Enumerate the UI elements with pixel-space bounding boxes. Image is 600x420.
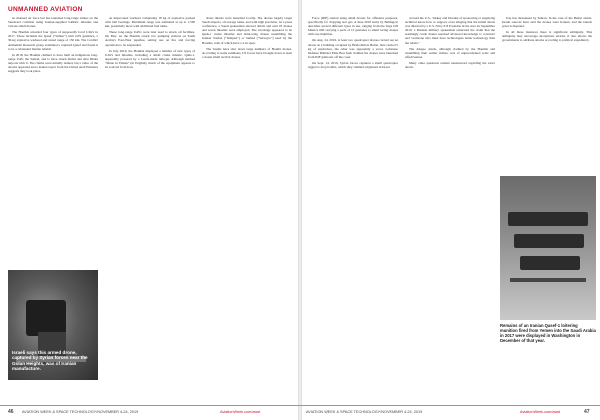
paragraph: The Aleppo attack, although claimed by the Houthis and resembling their earlier strikes, was of unprecedented scale and effectiveness.: [405, 46, 495, 59]
page-footer: [0, 405, 600, 420]
paragraph: These long-range UAVs were later used to attack oil facilities. On May 14, the Houthis struck two pumping stations on Saudi Arabia's East-West pipeline, setting one on fire and forcing operations to be suspended.: [105, 30, 195, 47]
left-column-3: [202, 16, 292, 404]
footer-magazine-left: AVIATION WEEK & SPACE TECHNOLOGY/NOVEMBER 4-24, 2019: [22, 410, 139, 414]
paragraph: On Aug. 24, 2019, at least two quadcopter drones carried out an attack on a building occupied by Hezbollah in Beirut. One carried 5 kg of explosives, the other was apparently a scout. Lebanese Defense Minister Elias Bou Saab claimed the drones were launched from IDF gunboats off the coast.: [308, 38, 398, 59]
paragraph: In 2018, the Houthis claimed to have built an indigenous long-range UAV, the Samad, and to have struck Dubai and Abu Dhabi airports with it. The claims were initially denied, but a video of the attacks appeared and a leaked report from the United Arab Emirates suggests they took place.: [8, 52, 98, 74]
photo-shape: [520, 256, 580, 270]
footer-url-right[interactable]: AviationWeek.com/awst: [520, 410, 561, 414]
page-number-right: 47: [584, 409, 590, 415]
paragraph: Force (IDF) started using small drones for offensive purposes, specifically for dropping tear gas. A June 2018 study by Bellingcat describes several different types in use, ranging from the large DJI Matrice 600 carrying a pack of 12 grenades to small racing drones with one munition.: [308, 16, 398, 37]
photo-caption-left: Israeli says this armed drone, captured by Syrian forces near the Golan Heights, was of Iranian manufacture.: [12, 350, 88, 372]
paragraph: Iraq has threatened by Tehran. In the case of the Beirut attack, Israeli sources have said the drones were Iranian, and the launch point is disputed.: [502, 16, 592, 29]
paragraph: no manned air force but has launched long-range strikes on the Saudi-led coalition using Iranian-supplied ballistic missiles and various small drones.: [8, 16, 98, 29]
paragraph: drone threats were launched locally. The drones largely target Saudi airports, oil storage tanks, and with high precision. At a press conference, a Saudi spokesman showed debris and said 18 drones and seven missiles were employed. The wreckage appeared to be Quds-1 cruise missiles and delta-wing drones resembling the Iranian Toufan ("Tempest") or Samad ("Surveyor") used by the Houthis, both of which have a 2-m span.: [202, 16, 292, 45]
photo-caption-right: Remains of an Iranian Qasef-1 loitering munition fired from Yemen into the Saudi Arabia in 2017 were displayed in Washington in December of that year.: [500, 323, 596, 343]
paragraph: an improvised warhead comprising 18 kg of explosive packed with ball bearings. Maximum range was estimated at up to 1,500 km, potentially more with additional fuel tanks.: [105, 16, 195, 29]
photo-shape: [26, 300, 66, 336]
paragraph: In all these instances there is significant ambiguity. This ambiguity may encourage anonymous attacks. It also allows the governments to attribute attacks according to political expediency.: [502, 30, 592, 43]
wreckage-photo: [500, 176, 596, 320]
photo-shape: [508, 212, 588, 226]
right-column-2: [405, 16, 495, 404]
right-column-1: [308, 16, 398, 404]
paragraph: In July 2019, the Houthis displayed a number of new types of UAVs and missiles, including a small cruise missile, Quds-1, apparently powered by a Czech-made turbojet. Although marked "Made in Yemen" (in English), much of the equipment appears to be sourced from Iran.: [105, 48, 195, 70]
photo-shape: [510, 278, 586, 282]
left-column-2: [105, 16, 195, 404]
paragraph: Many other questions remain unanswered regarding the exact attack.: [405, 60, 495, 70]
left-page: [0, 0, 298, 420]
paragraph: The Houthis unveiled four types of supposedly local UAVs in 2017. These included the Qasef ("Striker") with GPS guidance, a 30-kg explosive warhead and stated range of 150 km. The Conflict Armament Research group examined a captured Qasef and found it to be a rebranded Iranian Ababil.: [8, 30, 98, 51]
paragraph: crossed the U.S., Turkey and Ukraine of sponsoring or supplying technical know-how or support, even alleging that the initial attack was directed by a U.S. Navy P-8 Poseidon in the area. In September 2019, a Russian military spokesman reiterated the claim that the seemingly crude drones required advanced knowledge to construct and "someone who must have technologies better technology than the rebels.": [405, 16, 495, 45]
footer-url-left[interactable]: AviationWeek.com/awst: [220, 410, 261, 414]
footer-magazine-right: AVIATION WEEK & SPACE TECHNOLOGY/NOVEMBER 4-24, 2019: [306, 410, 423, 414]
right-page: [302, 0, 600, 420]
paragraph: The Saudis have shot down large numbers of Houthi drones. According to some estimates, US forces have brought down at least a dozen small tactical drones.: [202, 46, 292, 59]
photo-shape: [514, 234, 584, 248]
page-number-left: 46: [8, 409, 14, 415]
paragraph: On Sept. 14, 2019, Syrian forces captured a small quadcopter rigged to drop bombs, which they claimed originated in Israel.: [308, 60, 398, 70]
section-label: UNMANNED AVIATION: [8, 6, 83, 13]
